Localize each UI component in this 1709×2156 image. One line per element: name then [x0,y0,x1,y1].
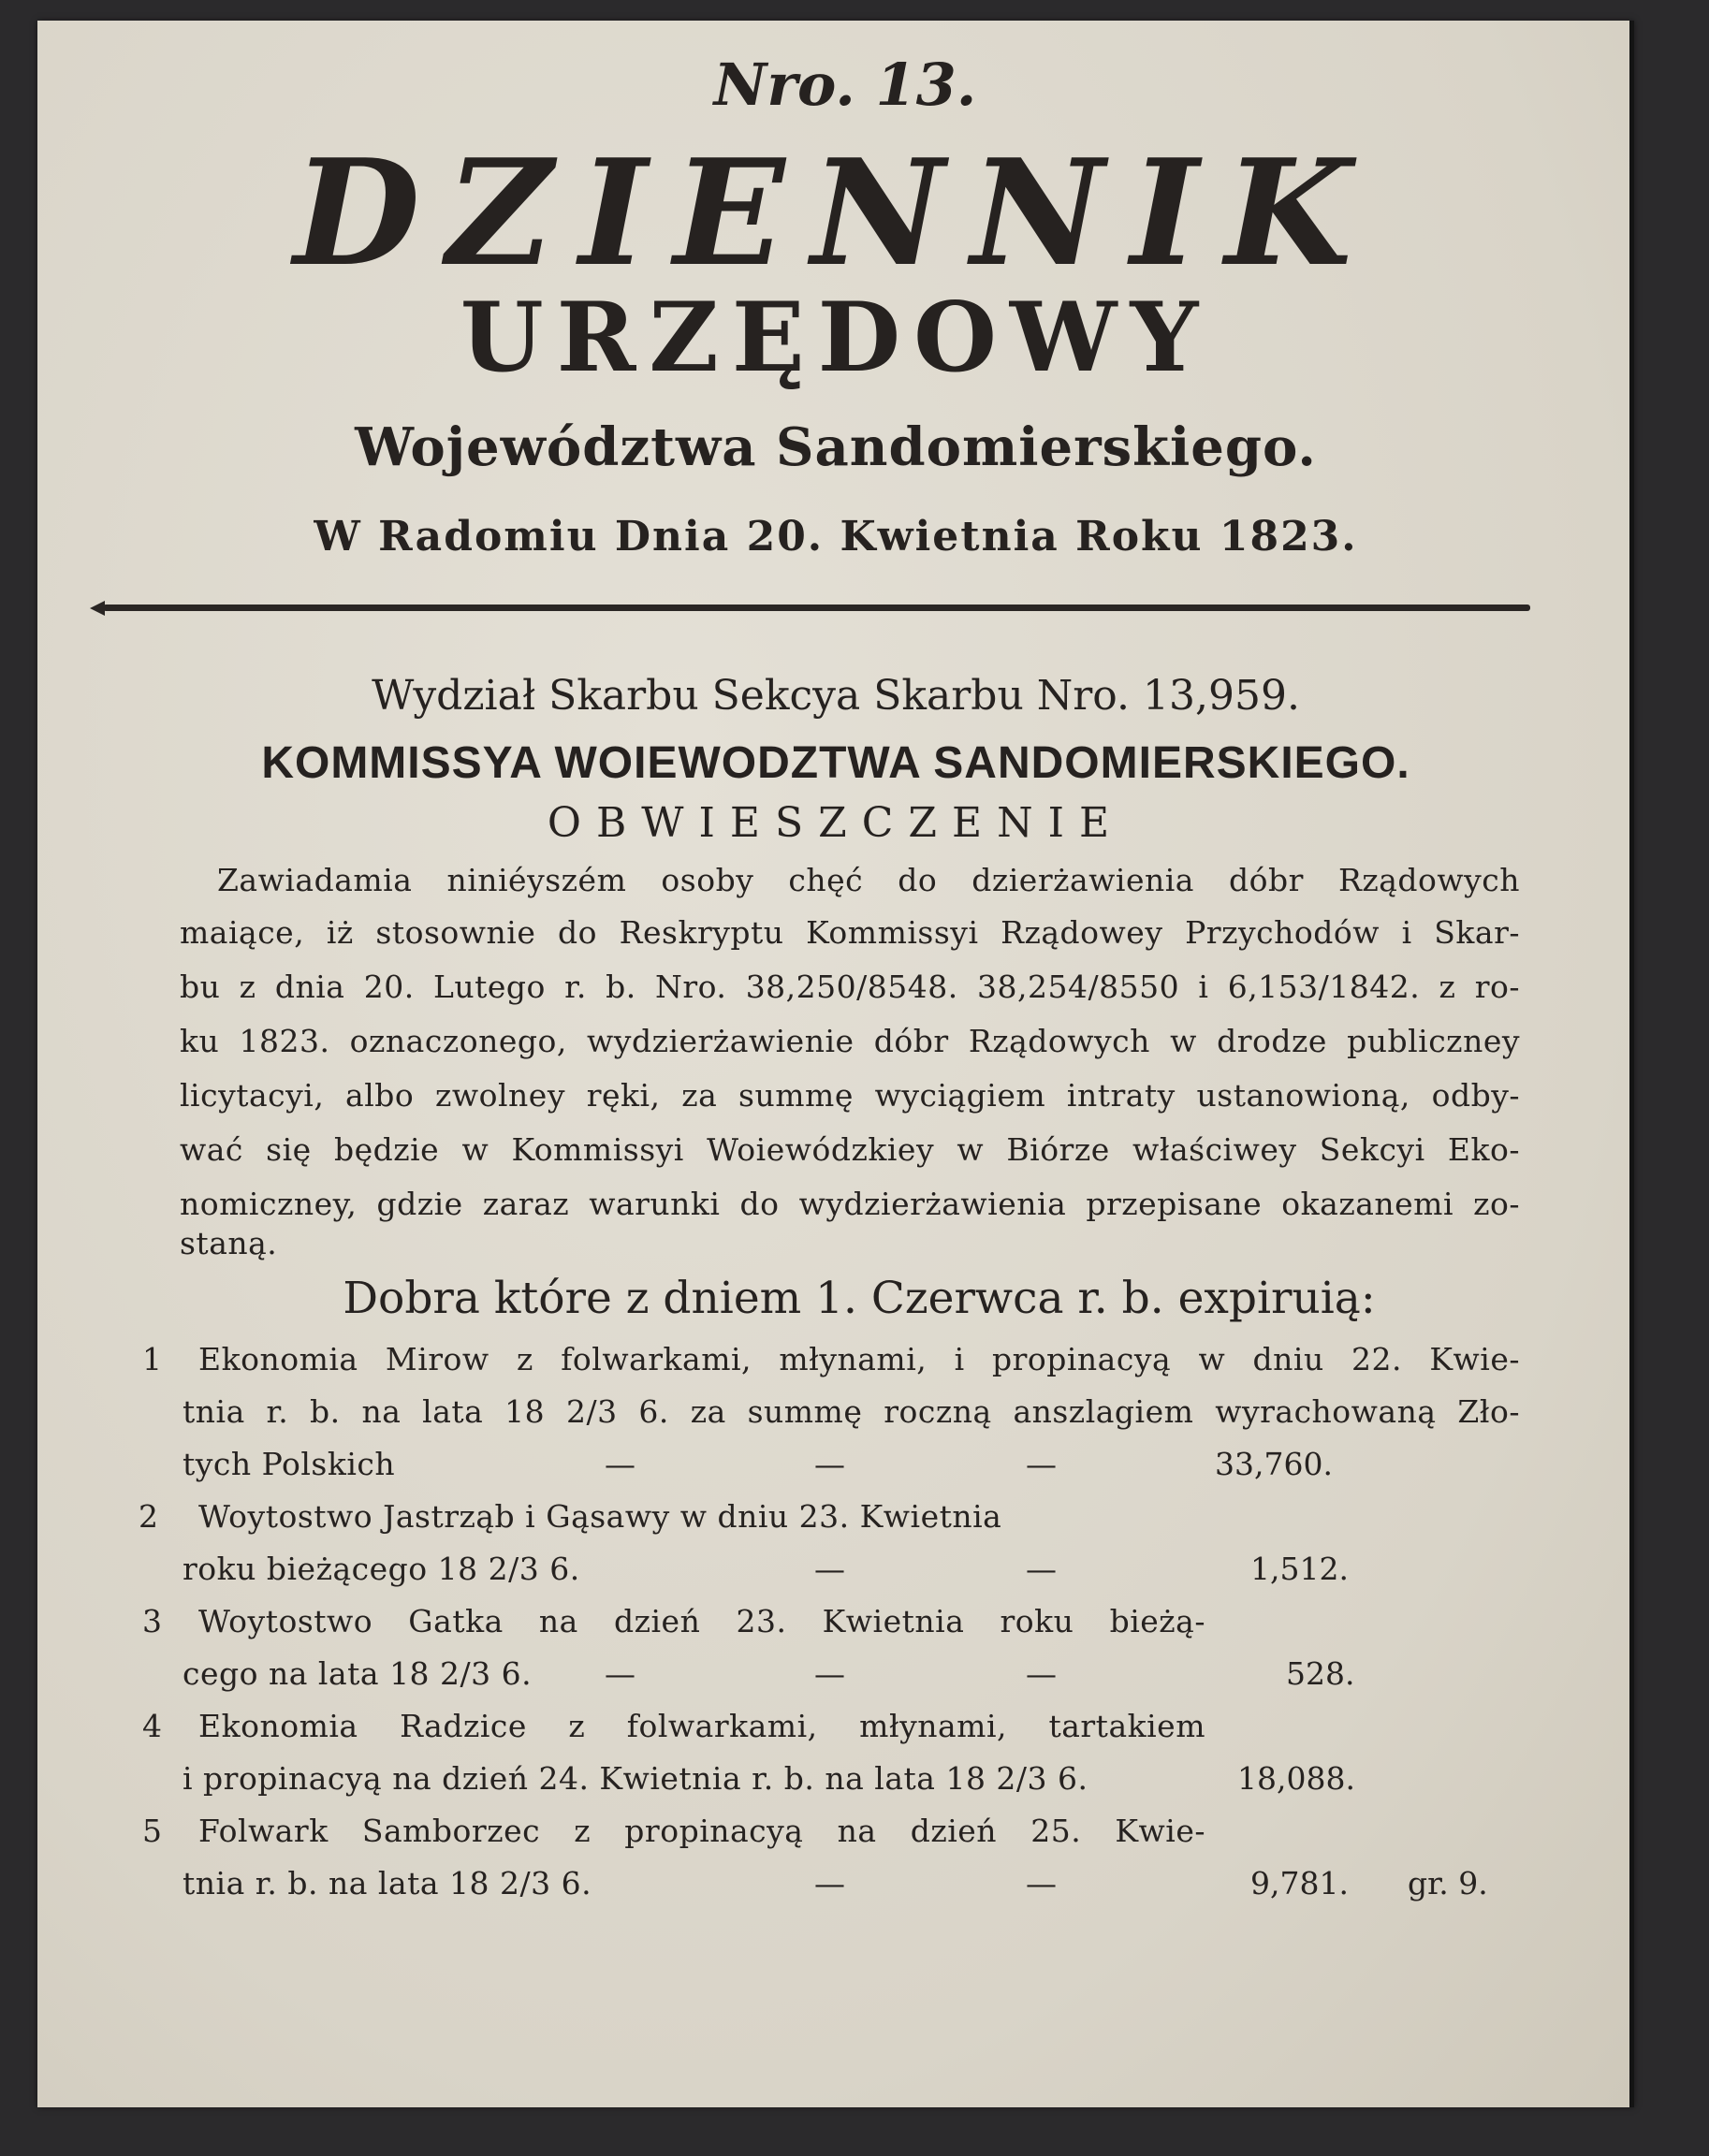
leader-dash: — [1026,1655,1057,1692]
gazette-page [37,21,1634,2107]
leader-dash: — [1026,1446,1057,1482]
leader-dash: — [814,1446,845,1482]
item-line: tnia r. b. na lata 18 2/3 6. za summę roczną anszlagiem wyrachowaną Zło- [183,1393,1520,1430]
item-amount: 9,781. [1250,1865,1349,1901]
item-number: 4 [142,1708,162,1744]
item-line: tych Polskich [183,1446,396,1482]
masthead-title: DZIENNIK [293,127,1379,299]
notice-line: licytacyi, albo zwolney ręki, za summę wyciągiem intraty ustanowioną, odby- [180,1077,1520,1114]
item-line: Ekonomia Radzice z folwarkami, młynami, tartakiem [198,1708,1205,1744]
notice-line: staną. [180,1225,278,1261]
notice-line: bu z dnia 20. Lutego r. b. Nro. 38,250/8548. 38,254/8550 i 6,153/1842. z ro- [180,969,1520,1005]
item-line: Ekonomia Mirow z folwarkami, młynami, i propinacyą w dniu 22. Kwie- [198,1341,1520,1377]
authority-heading: KOMMISSYA WOIEWODZTWA SANDOMIERSKIEGO. [261,738,1410,788]
item-number: 3 [142,1603,162,1639]
item-number: 5 [142,1813,162,1849]
estates-heading: Dobra które z dniem 1. Czerwca r. b. expiruią: [343,1273,1376,1324]
section-reference: Wydział Skarbu Sekcya Skarbu Nro. 13,959. [372,672,1300,720]
dateline: W Radomiu Dnia 20. Kwietnia Roku 1823. [314,513,1358,561]
leader-dash: — [605,1446,635,1482]
leader-dash: — [814,1551,845,1587]
leader-dash: — [814,1655,845,1692]
leader-dash: — [1026,1865,1057,1901]
item-line: i propinacyą na dzień 24. Kwietnia r. b. na lata 18 2/3 6. [183,1760,1088,1797]
item-line: Woytostwo Gatka na dzień 23. Kwietnia roku bieżą- [198,1603,1205,1639]
item-amount: 1,512. [1250,1551,1349,1587]
item-line: Woytostwo Jastrząb i Gąsawy w dniu 23. Kwietnia [198,1498,1002,1535]
item-number: 2 [139,1498,158,1535]
header-divider-rule [103,605,1530,611]
item-amount: 528. [1286,1655,1355,1692]
item-amount-groszy: gr. 9. [1408,1865,1488,1901]
leader-dash: — [605,1655,635,1692]
leader-dash: — [814,1865,845,1901]
notice-line: Zawiadamia niniéyszém osoby chęć do dzierżawienia dóbr Rządowych [217,862,1520,898]
item-line: Folwark Samborzec z propinacyą na dzień 25. Kwie- [198,1813,1205,1849]
item-number: 1 [142,1341,162,1377]
notice-heading: OBWIESZCZENIE [547,799,1125,847]
item-line: tnia r. b. na lata 18 2/3 6. [183,1865,592,1901]
issue-number: Nro. 13. [713,51,977,119]
item-amount: 18,088. [1237,1760,1355,1797]
masthead-region: Województwa Sandomierskiego. [355,416,1317,478]
item-line: cego na lata 18 2/3 6. [183,1655,533,1692]
leader-dash: — [1026,1551,1057,1587]
notice-line: wać się będzie w Kommissyi Woiewódzkiey w Biórze właściwey Sekcyi Eko- [180,1131,1520,1168]
masthead-subtitle: URZĘDOWY [460,282,1212,394]
notice-line: ku 1823. oznaczonego, wydzierżawienie dóbr Rządowych w drodze publiczney [180,1023,1520,1059]
notice-line: maiące, iż stosownie do Reskryptu Kommissyi Rządowey Przychodów i Skar- [180,914,1520,951]
notice-line: nomiczney, gdzie zaraz warunki do wydzierżawienia przepisane okazanemi zo- [180,1186,1520,1222]
item-line: roku bieżącego 18 2/3 6. [183,1551,580,1587]
item-amount: 33,760. [1215,1446,1333,1482]
